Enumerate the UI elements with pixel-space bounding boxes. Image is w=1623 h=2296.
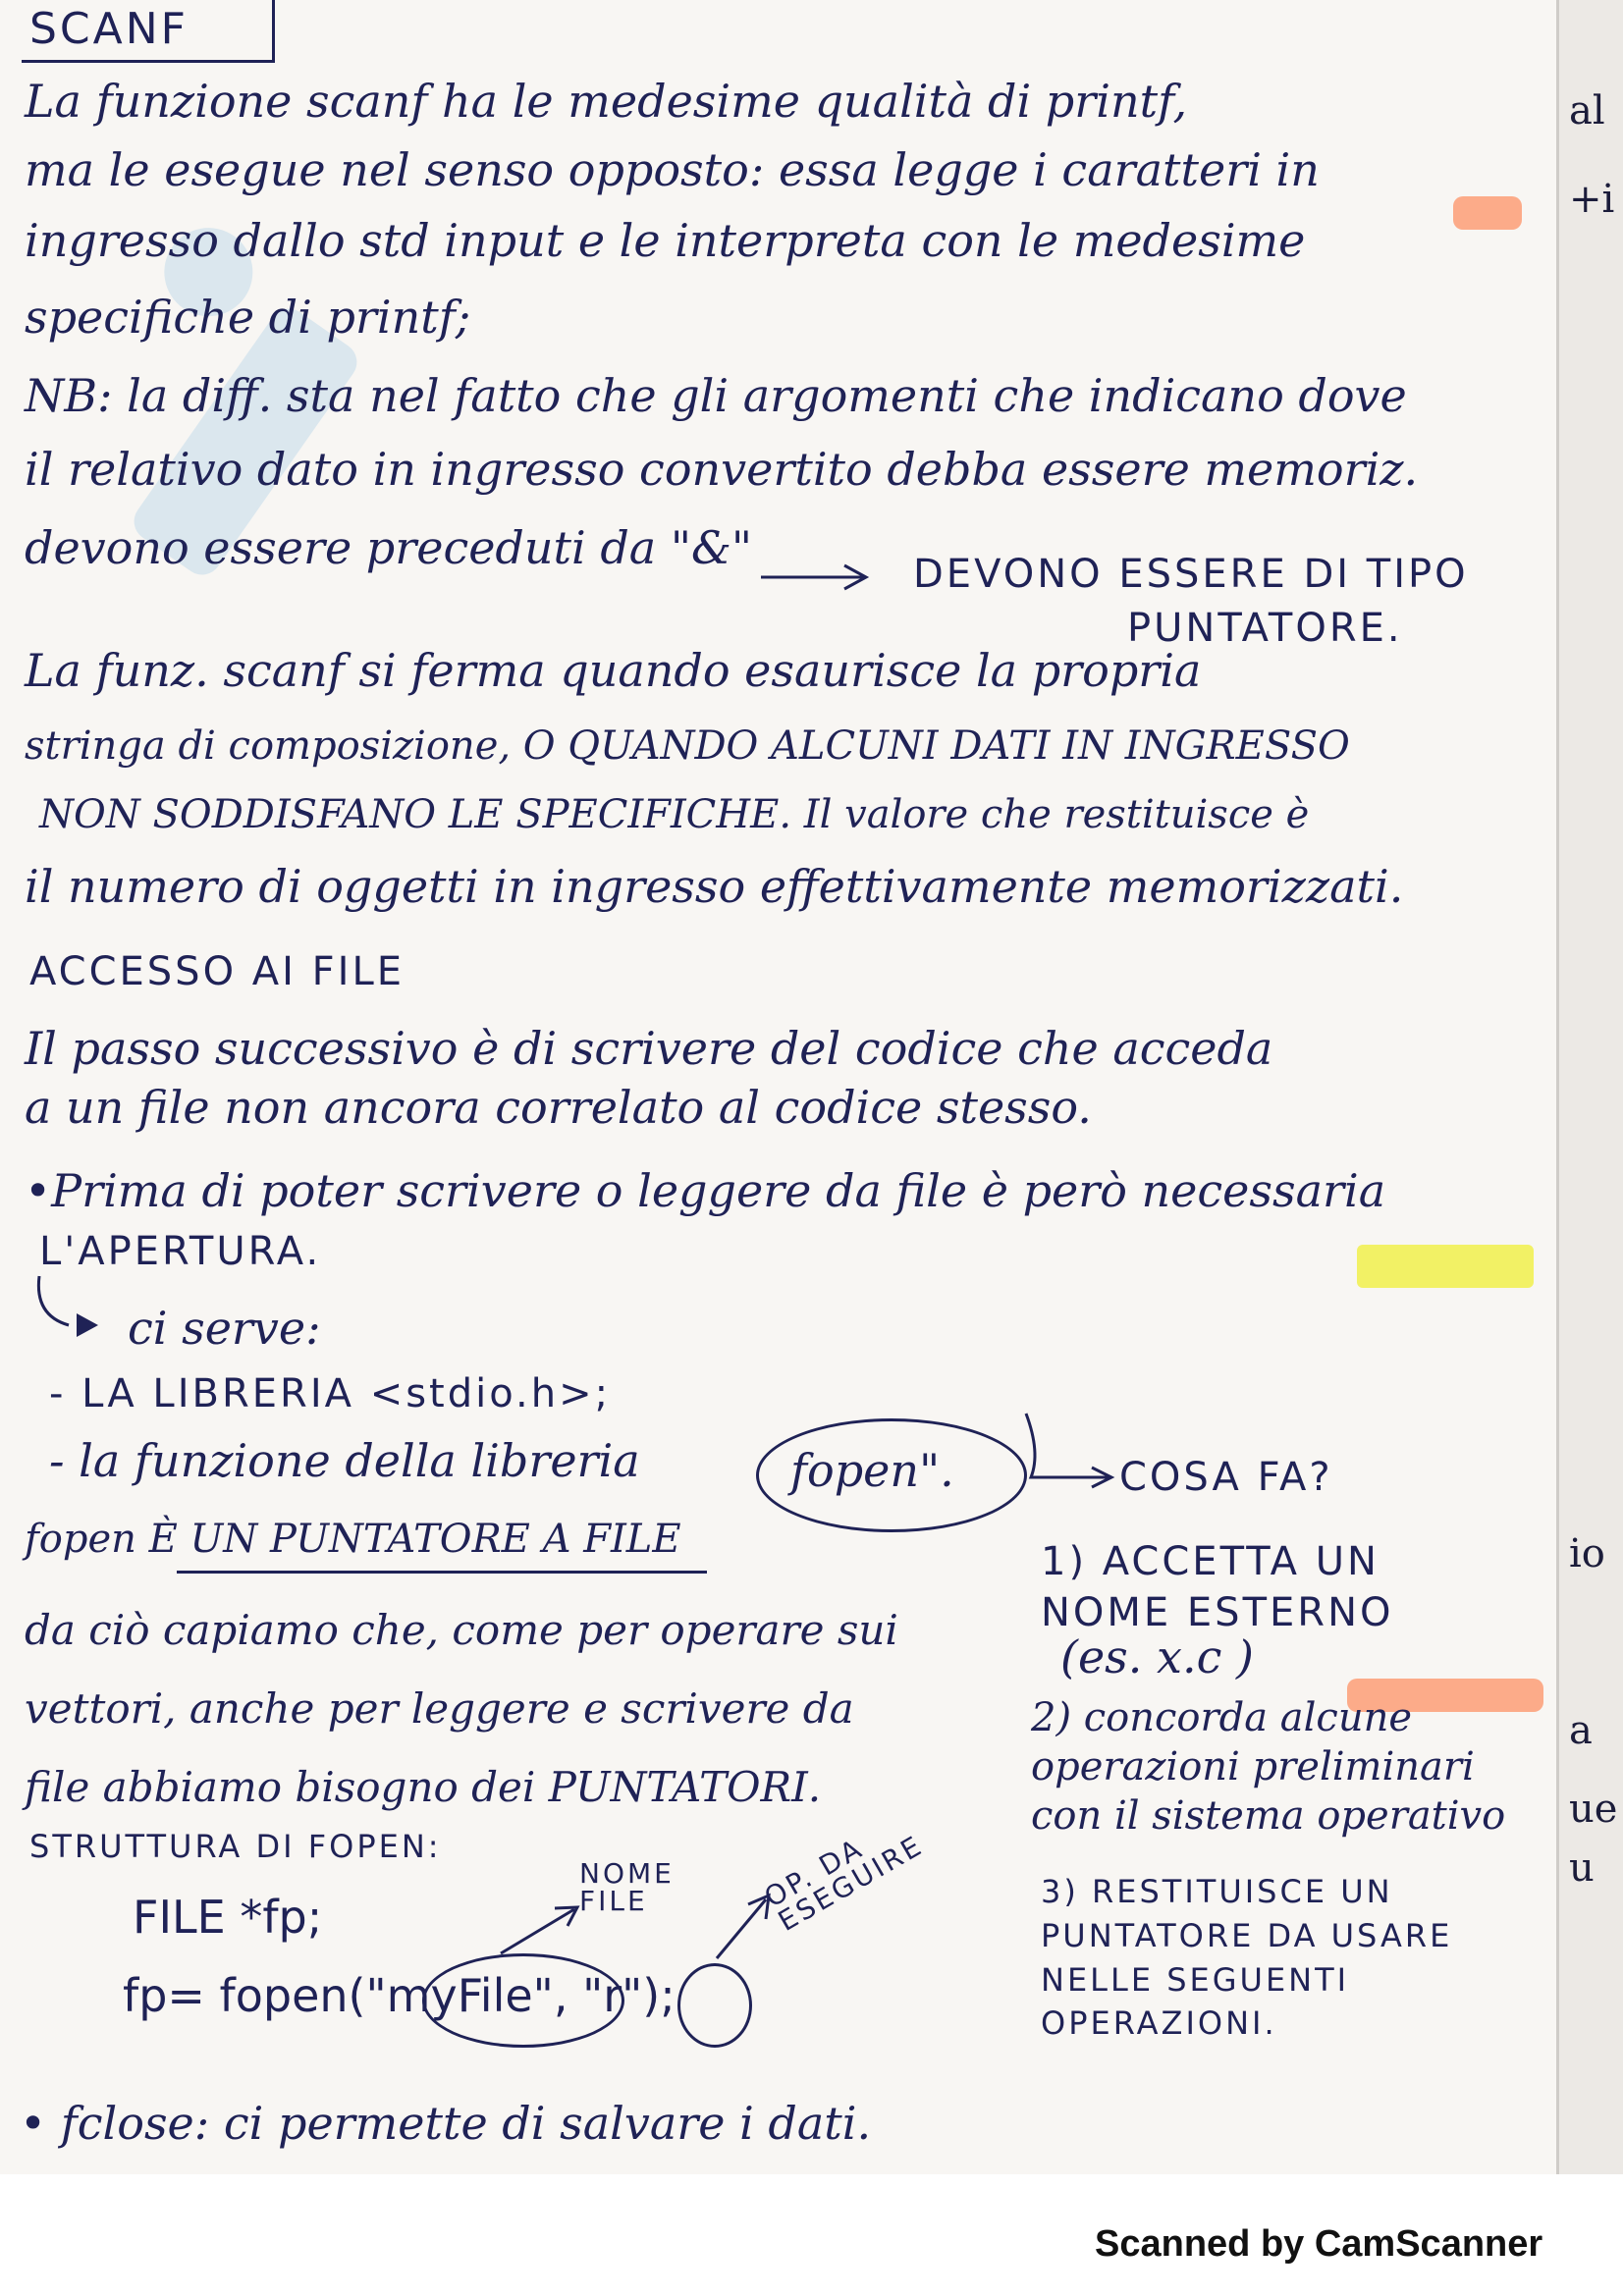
text-line: PUNTATORE. — [1127, 606, 1403, 651]
code-line: FILE *fp; — [133, 1891, 323, 1944]
text-line: ma le esegue nel senso opposto: essa legge i caratteri in — [25, 143, 1320, 196]
page-fragment: ue — [1569, 1787, 1618, 1832]
text-line: devono essere preceduti da "&" — [25, 521, 753, 574]
text-line: ingresso dallo std input e le interpreta con le medesime — [25, 214, 1306, 267]
text-line: vettori, anche per leggere e scrivere da — [25, 1684, 854, 1733]
list-item: 1) ACCETTA UN NOME ESTERNO — [1041, 1539, 1394, 1635]
page-fragment: a — [1569, 1708, 1593, 1753]
text-line: il relativo dato in ingresso convertito debba essere memoriz. — [25, 443, 1419, 496]
text-line: fopen È UN PUNTATORE A FILE — [25, 1517, 681, 1562]
list-item: 2) concorda alcune operazioni preliminari con il sistema operativo — [1031, 1695, 1506, 1839]
page-fragment: u — [1569, 1845, 1595, 1891]
text-line: La funzione scanf ha le medesime qualità di printf, — [25, 75, 1188, 128]
annotation-label: OP. DA ESEGUIRE — [758, 1829, 930, 1938]
text-line: L'APERTURA. — [39, 1229, 322, 1274]
text-line: NB: la diff. sta nel fatto che gli argomenti che indicano dove — [25, 369, 1407, 422]
text-line: COSA FA? — [1119, 1455, 1333, 1500]
text-line: stringa di composizione, O QUANDO ALCUNI DATI IN INGRESSO — [25, 723, 1350, 769]
text-line: da ciò capiamo che, come per operare sui — [25, 1606, 898, 1654]
text-line: DEVONO ESSERE DI TIPO — [913, 552, 1469, 597]
text-line: specifiche di printf; — [25, 291, 471, 344]
section-heading: STRUTTURA DI FOPEN: — [29, 1828, 442, 1865]
text-line: ci serve: — [128, 1302, 321, 1355]
list-item: - la funzione della libreria — [49, 1434, 640, 1487]
text-line: file abbiamo bisogno dei PUNTATORI. — [25, 1763, 822, 1811]
text-line: •Prima di poter scrivere o leggere da file è però necessaria — [25, 1164, 1386, 1217]
text-line: il numero di oggetti in ingresso effettivamente memorizzati. — [25, 860, 1404, 913]
scanner-footer: Scanned by CamScanner — [1095, 2223, 1543, 2265]
text-line: (es. x.c ) — [1060, 1630, 1254, 1683]
text-line: La funz. scanf si ferma quando esaurisce la propria — [25, 644, 1202, 697]
annotation-label: NOME FILE — [579, 1857, 675, 1917]
list-item: - LA LIBRERIA <stdio.h>; — [49, 1371, 612, 1416]
page-fragment: +i — [1569, 177, 1615, 222]
section-heading: ACCESSO AI FILE — [29, 949, 406, 994]
text-line: Il passo successivo è di scrivere del codice che acceda — [25, 1022, 1273, 1075]
text-line: a un file non ancora correlato al codice stesso. — [25, 1081, 1092, 1134]
text-line: NON SODDISFANO LE SPECIFICHE. Il valore che restituisce è — [39, 792, 1310, 837]
text-line: • fclose: ci permette di salvare i dati. — [20, 2097, 872, 2150]
list-item: 3) RESTITUISCE UN PUNTATORE DA USARE NELLE SEGUENTI OPERAZIONI. — [1041, 1873, 1453, 2043]
code-line: fp= fopen("myFile", "r"); — [123, 1969, 676, 2022]
page-title: SCANF — [29, 4, 189, 54]
text-line: fopen". — [790, 1444, 954, 1497]
page-fragment: io — [1569, 1531, 1605, 1576]
page-fragment: al — [1569, 88, 1605, 133]
